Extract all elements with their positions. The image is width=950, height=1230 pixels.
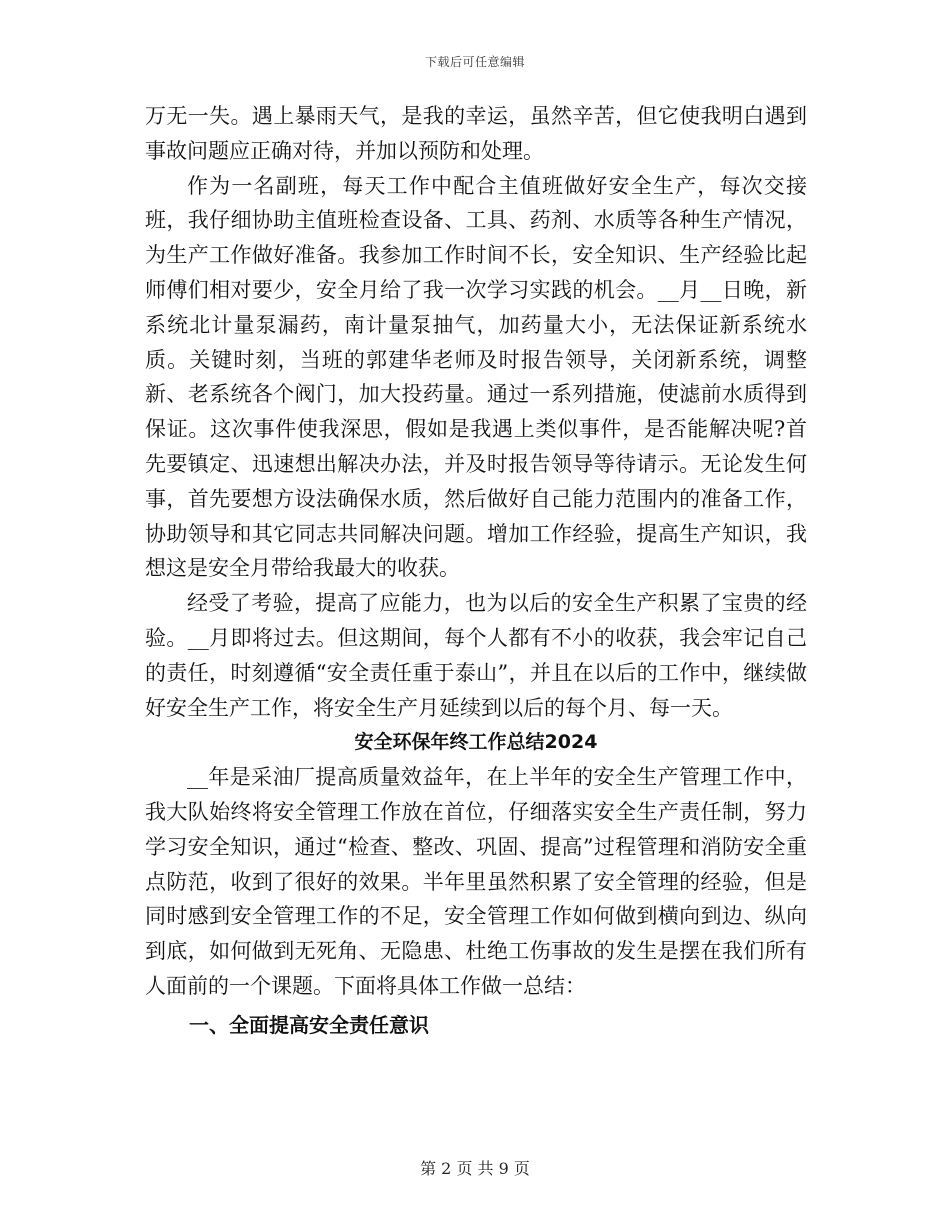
document-body bbox=[145, 99, 807, 1043]
page-number: 第 2 页 共 9 页 bbox=[420, 1159, 530, 1178]
paragraph-4: __年是采油厂提高质量效益年，在上半年的安全生产管理工作中，我大队始终将安全管理工作放在首位，仔细落实安全生产责任制，努力学习安全知识，通过“检查、整改、巩固、提高”过程管理和消防安全重点防范，收到了很好的效果。半年里虽然积累了安全管理的经验，但是同时感到安全管理工作的不足，安全管理工作如何做到横向到边、纵向到底，如何做到无死角、无隐患、杜绝工伤事故的发生是摆在我们所有人面前的一个课题。下面将具体工作做一总结： bbox=[145, 765, 807, 998]
section-title: 安全环保年终工作总结2024 bbox=[354, 731, 598, 754]
paragraph-1: 万无一失。遇上暴雨天气，是我的幸运，虽然辛苦，但它使我明白遇到事故问题应正确对待，并加以预防和处理。 bbox=[145, 104, 807, 163]
paragraph-2: 作为一名副班，每天工作中配合主值班做好安全生产，每次交接班，我仔细协助主值班检查设备、工具、药剂、水质等各种生产情况，为生产工作做好准备。我参加工作时间不长，安全知识、生产经验比起师傅们相对要少，安全月给了我一次学习实践的机会。__月__日晚，新系统北计量泵漏药，南计量泵抽气，加药量大小，无法保证新系统水质。关键时刻，当班的郭建华老师及时报告领导，关闭新系统，调整新、老系统各个阀门，加大投药量。通过一系列措施，使滤前水质得到保证。这次事件使我深思，假如是我遇上类似事件，是否能解决呢?首先要镇定、迅速想出解决办法，并及时报告领导等待请示。无论发生何事，首先要想方设法确保水质，然后做好自己能力范围内的准备工作，协助领导和其它同志共同解决问题。增加工作经验，提高生产知识，我想这是安全月带给我最大的收获。 bbox=[145, 173, 807, 581]
page-header-note: 下载后可任意编辑 bbox=[424, 55, 525, 69]
paragraph-3: 经受了考验，提高了应能力，也为以后的安全生产积累了宝贵的经验。__月即将过去。但这期间，每个人都有不小的收获，我会牢记自己的责任，时刻遵循“安全责任重于泰山”，并且在以后的工作中，继续做好安全生产工作，将安全生产月延续到以后的每个月、每一天。 bbox=[145, 591, 807, 720]
section-heading-1: 一、全面提高安全责任意识 bbox=[189, 1012, 429, 1037]
